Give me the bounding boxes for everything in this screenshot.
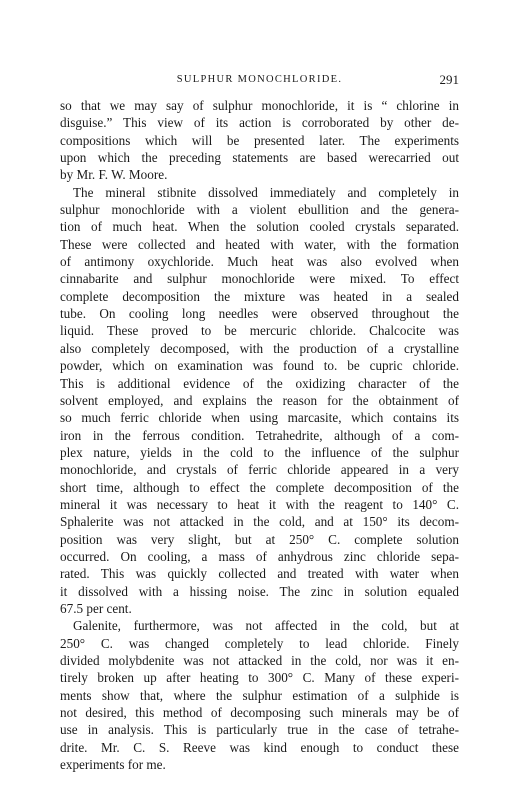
text-line: powder, which on examination was found to. be cupric chloride.	[60, 358, 459, 374]
text-line: also completely decomposed, with the production of a crystalline	[60, 340, 459, 356]
text-line: Sphalerite was not attacked in the cold, and at 150° its decom-	[60, 514, 459, 530]
text-line: sulphur monochloride with a violent ebullition and the genera-	[60, 202, 459, 218]
text-line: solvent employed, and explains the reason for the obtainment of	[60, 392, 459, 408]
text-line: This is additional evidence of the oxidizing character of the	[60, 375, 459, 391]
text-line: Galenite, furthermore, was not affected in the cold, but at	[73, 618, 459, 634]
text-line: rated. This was quickly collected and treated with water when	[60, 566, 459, 582]
text-line: monochloride, and crystals of ferric chloride appeared in a very	[60, 462, 459, 478]
text-line: drite. Mr. C. S. Reeve was kind enough to conduct these	[60, 739, 459, 755]
text-line: 250° C. was changed completely to lead chloride. Finely	[60, 635, 459, 651]
text-line: cinnabarite and sulphur monochloride were mixed. To effect	[60, 271, 459, 287]
page-number: 291	[439, 72, 459, 87]
text-line: tirely broken up after heating to 300° C. Many of these experi-	[60, 670, 459, 686]
text-line: short time, although to effect the complete decomposition of the	[60, 479, 459, 495]
text-line: tube. On cooling long needles were observed throughout the	[60, 306, 459, 322]
page-header	[60, 72, 459, 88]
running-title: SULPHUR MONOCHLORIDE.	[176, 74, 343, 85]
text-line: not desired, this method of decomposing such minerals may be of	[60, 705, 459, 721]
text-line: by Mr. F. W. Moore.	[60, 167, 168, 183]
text-line: disguise.” This view of its action is corroborated by other de-	[60, 115, 459, 131]
text-line: so much ferric chloride when using marcasite, which contains its	[60, 410, 459, 426]
text-line: so that we may say of sulphur monochloride, it is “ chlorine in	[60, 98, 459, 113]
text-line: iron in the ferrous condition. Tetrahedrite, although of a com-	[60, 427, 459, 443]
text-line: 67.5 per cent.	[60, 600, 132, 616]
text-line: liquid. These proved to be mercuric chloride. Chalcocite was	[60, 323, 459, 339]
text-line: position was very slight, but at 250° C. complete solution	[60, 531, 459, 547]
text-line: complete decomposition the mixture was heated in a sealed	[60, 288, 459, 304]
text-line: it dissolved with a hissing noise. The zinc in solution equaled	[60, 583, 459, 599]
body-text	[60, 97, 459, 773]
text-line: occurred. On cooling, a mass of anhydrous zinc chloride sepa-	[60, 548, 459, 564]
text-line: plex nature, yields in the cold to the influence of the sulphur	[60, 444, 459, 460]
text-line: tion of much heat. When the solution cooled crystals separated.	[60, 219, 459, 235]
text-line: upon which the preceding statements are based werecarried out	[60, 150, 459, 166]
text-line: compositions which will be presented later. The experiments	[60, 132, 459, 148]
text-line: ments show that, where the sulphur estimation of a sulphide is	[60, 687, 459, 703]
text-line: divided molybdenite was not attacked in the cold, nor was it en-	[60, 653, 459, 668]
text-line: use in analysis. This is particularly true in the case of tetrahe-	[60, 722, 459, 738]
text-line: These were collected and heated with water, with the formation	[60, 236, 459, 252]
text-line: The mineral stibnite dissolved immediately and completely in	[73, 184, 459, 200]
text-line: mineral it was necessary to heat it with the reagent to 140° C.	[60, 496, 459, 512]
text-line: of antimony oxychloride. Much heat was also evolved when	[60, 254, 459, 270]
text-line: experiments for me.	[60, 757, 166, 773]
